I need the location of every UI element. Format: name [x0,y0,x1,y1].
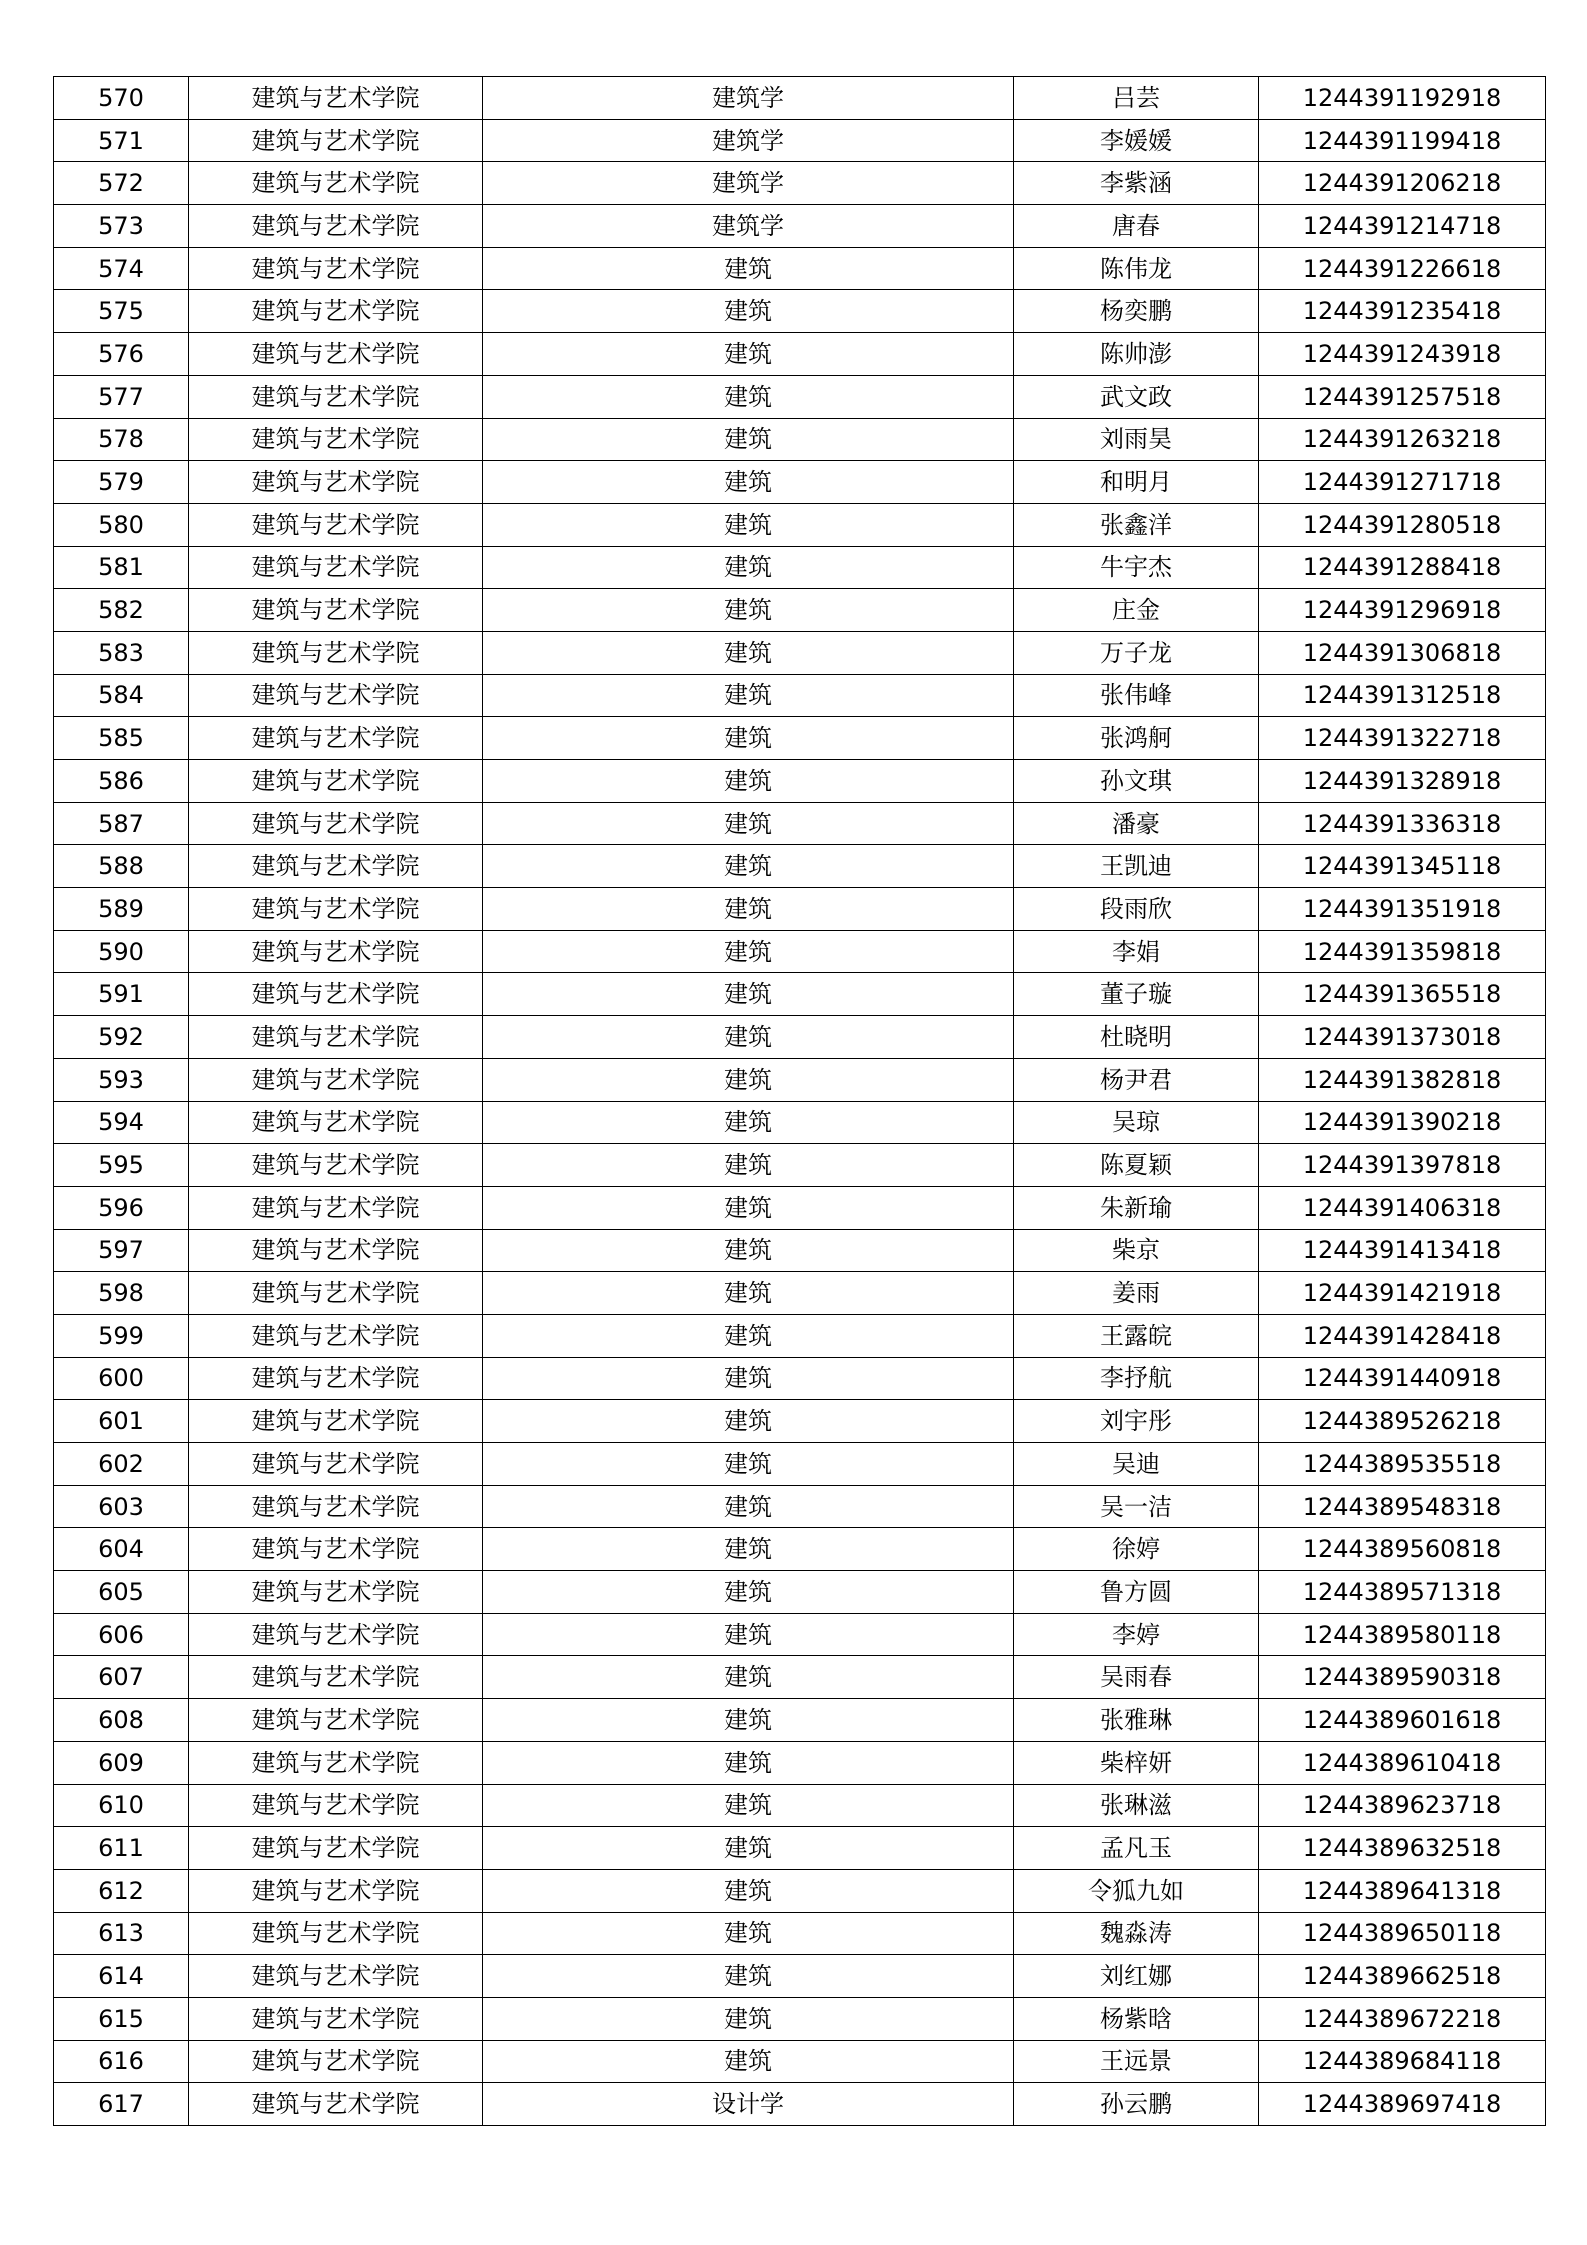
student-name: 吴琼 [1014,1101,1259,1144]
college: 建筑与艺术学院 [189,503,483,546]
college: 建筑与艺术学院 [189,2083,483,2126]
major: 建筑学 [483,119,1014,162]
student-name: 王露皖 [1014,1314,1259,1357]
table-row [54,1357,1546,1400]
row-number: 607 [54,1656,189,1699]
candidate-id: 1244391406318 [1259,1186,1546,1229]
student-name: 杨尹君 [1014,1058,1259,1101]
student-name: 吴迪 [1014,1443,1259,1486]
table-row [54,674,1546,717]
table-row [54,333,1546,376]
candidate-id: 1244391226618 [1259,247,1546,290]
student-name: 段雨欣 [1014,888,1259,931]
table-row [54,760,1546,803]
major: 建筑学 [483,162,1014,205]
table-row [54,1912,1546,1955]
major: 建筑 [483,546,1014,589]
row-number: 600 [54,1357,189,1400]
row-number: 611 [54,1827,189,1870]
major: 设计学 [483,2083,1014,2126]
college: 建筑与艺术学院 [189,674,483,717]
row-number: 592 [54,1016,189,1059]
major: 建筑 [483,1656,1014,1699]
table-row [54,1869,1546,1912]
table-row [54,1485,1546,1528]
row-number: 606 [54,1613,189,1656]
row-number: 602 [54,1443,189,1486]
college: 建筑与艺术学院 [189,1571,483,1614]
row-number: 582 [54,589,189,632]
candidate-id: 1244389535518 [1259,1443,1546,1486]
table-row [54,1314,1546,1357]
row-number: 589 [54,888,189,931]
major: 建筑 [483,1229,1014,1272]
table-row [54,205,1546,248]
college: 建筑与艺术学院 [189,1613,483,1656]
candidate-id: 1244389601618 [1259,1699,1546,1742]
student-name: 李媛媛 [1014,119,1259,162]
major: 建筑 [483,1699,1014,1742]
row-number: 605 [54,1571,189,1614]
candidate-id: 1244389623718 [1259,1784,1546,1827]
candidate-id: 1244389684118 [1259,2040,1546,2083]
row-number: 575 [54,290,189,333]
roster-sheet [53,76,1546,2126]
student-name: 李娟 [1014,930,1259,973]
row-number: 574 [54,247,189,290]
row-number: 570 [54,77,189,120]
college: 建筑与艺术学院 [189,1186,483,1229]
student-name: 张雅琳 [1014,1699,1259,1742]
row-number: 578 [54,418,189,461]
candidate-id: 1244391306818 [1259,631,1546,674]
candidate-id: 1244389610418 [1259,1741,1546,1784]
major: 建筑 [483,1314,1014,1357]
student-name: 张鑫洋 [1014,503,1259,546]
row-number: 593 [54,1058,189,1101]
major: 建筑 [483,1485,1014,1528]
student-name: 杨紫晗 [1014,1997,1259,2040]
candidate-id: 1244389526218 [1259,1400,1546,1443]
major: 建筑 [483,589,1014,632]
candidate-id: 1244389571318 [1259,1571,1546,1614]
student-name: 姜雨 [1014,1272,1259,1315]
major: 建筑 [483,674,1014,717]
college: 建筑与艺术学院 [189,1443,483,1486]
student-name: 潘豪 [1014,802,1259,845]
student-name: 孟凡玉 [1014,1827,1259,1870]
table-row [54,1229,1546,1272]
candidate-id: 1244389641318 [1259,1869,1546,1912]
major: 建筑 [483,461,1014,504]
college: 建筑与艺术学院 [189,1144,483,1187]
row-number: 616 [54,2040,189,2083]
table-row [54,119,1546,162]
college: 建筑与艺术学院 [189,1784,483,1827]
table-row [54,845,1546,888]
table-row [54,290,1546,333]
college: 建筑与艺术学院 [189,1912,483,1955]
college: 建筑与艺术学院 [189,589,483,632]
table-row [54,1528,1546,1571]
table-row [54,546,1546,589]
major: 建筑 [483,1571,1014,1614]
row-number: 617 [54,2083,189,2126]
row-number: 577 [54,375,189,418]
student-name: 李紫涵 [1014,162,1259,205]
student-name: 张鸿舸 [1014,717,1259,760]
candidate-id: 1244391199418 [1259,119,1546,162]
candidate-id: 1244391351918 [1259,888,1546,931]
row-number: 598 [54,1272,189,1315]
table-row [54,162,1546,205]
candidate-id: 1244391192918 [1259,77,1546,120]
student-name: 武文政 [1014,375,1259,418]
candidate-id: 1244391390218 [1259,1101,1546,1144]
college: 建筑与艺术学院 [189,546,483,589]
row-number: 601 [54,1400,189,1443]
student-name: 孙云鹏 [1014,2083,1259,2126]
college: 建筑与艺术学院 [189,631,483,674]
candidate-id: 1244391271718 [1259,461,1546,504]
major: 建筑 [483,247,1014,290]
major: 建筑学 [483,205,1014,248]
row-number: 604 [54,1528,189,1571]
candidate-id: 1244391322718 [1259,717,1546,760]
table-row [54,1571,1546,1614]
major: 建筑 [483,1955,1014,1998]
college: 建筑与艺术学院 [189,333,483,376]
candidate-id: 1244391312518 [1259,674,1546,717]
row-number: 610 [54,1784,189,1827]
table-row [54,77,1546,120]
major: 建筑 [483,1186,1014,1229]
table-row [54,1186,1546,1229]
candidate-id: 1244391413418 [1259,1229,1546,1272]
college: 建筑与艺术学院 [189,1485,483,1528]
student-name: 孙文琪 [1014,760,1259,803]
candidate-id: 1244391296918 [1259,589,1546,632]
candidate-id: 1244389548318 [1259,1485,1546,1528]
table-row [54,2040,1546,2083]
candidate-id: 1244391345118 [1259,845,1546,888]
major: 建筑 [483,973,1014,1016]
table-row [54,1741,1546,1784]
table-row [54,973,1546,1016]
table-row [54,1101,1546,1144]
college: 建筑与艺术学院 [189,760,483,803]
major: 建筑 [483,1528,1014,1571]
student-name: 徐婷 [1014,1528,1259,1571]
table-row [54,503,1546,546]
student-name: 李抒航 [1014,1357,1259,1400]
major: 建筑 [483,760,1014,803]
row-number: 573 [54,205,189,248]
table-row [54,589,1546,632]
major: 建筑 [483,1101,1014,1144]
row-number: 594 [54,1101,189,1144]
row-number: 609 [54,1741,189,1784]
student-name: 万子龙 [1014,631,1259,674]
student-name: 刘宇彤 [1014,1400,1259,1443]
candidate-id: 1244389650118 [1259,1912,1546,1955]
major: 建筑 [483,1144,1014,1187]
major: 建筑 [483,375,1014,418]
college: 建筑与艺术学院 [189,290,483,333]
table-row [54,1699,1546,1742]
major: 建筑 [483,1400,1014,1443]
table-row [54,1400,1546,1443]
table-row [54,2083,1546,2126]
major: 建筑 [483,503,1014,546]
candidate-id: 1244391428418 [1259,1314,1546,1357]
row-number: 585 [54,717,189,760]
table-row [54,1144,1546,1187]
college: 建筑与艺术学院 [189,461,483,504]
table-row [54,802,1546,845]
college: 建筑与艺术学院 [189,375,483,418]
student-name: 朱新瑜 [1014,1186,1259,1229]
college: 建筑与艺术学院 [189,802,483,845]
table-row [54,717,1546,760]
candidate-id: 1244391206218 [1259,162,1546,205]
table-row [54,461,1546,504]
student-name: 刘红娜 [1014,1955,1259,1998]
table-row [54,1016,1546,1059]
roster-table-body [54,77,1546,2126]
row-number: 614 [54,1955,189,1998]
row-number: 595 [54,1144,189,1187]
student-name: 王凯迪 [1014,845,1259,888]
student-name: 柴京 [1014,1229,1259,1272]
candidate-id: 1244389672218 [1259,1997,1546,2040]
college: 建筑与艺术学院 [189,1869,483,1912]
college: 建筑与艺术学院 [189,973,483,1016]
major: 建筑 [483,631,1014,674]
row-number: 597 [54,1229,189,1272]
row-number: 584 [54,674,189,717]
table-row [54,1613,1546,1656]
student-name: 唐春 [1014,205,1259,248]
college: 建筑与艺术学院 [189,930,483,973]
table-row [54,375,1546,418]
college: 建筑与艺术学院 [189,1827,483,1870]
college: 建筑与艺术学院 [189,717,483,760]
candidate-id: 1244391359818 [1259,930,1546,973]
candidate-id: 1244391328918 [1259,760,1546,803]
candidate-id: 1244391382818 [1259,1058,1546,1101]
college: 建筑与艺术学院 [189,1400,483,1443]
major: 建筑 [483,1272,1014,1315]
candidate-id: 1244391421918 [1259,1272,1546,1315]
row-number: 572 [54,162,189,205]
row-number: 588 [54,845,189,888]
major: 建筑 [483,845,1014,888]
row-number: 615 [54,1997,189,2040]
candidate-id: 1244391440918 [1259,1357,1546,1400]
row-number: 576 [54,333,189,376]
major: 建筑 [483,802,1014,845]
candidate-id: 1244391397818 [1259,1144,1546,1187]
student-name: 杜晓明 [1014,1016,1259,1059]
candidate-id: 1244391288418 [1259,546,1546,589]
table-row [54,247,1546,290]
candidate-id: 1244391336318 [1259,802,1546,845]
row-number: 590 [54,930,189,973]
student-name: 和明月 [1014,461,1259,504]
candidate-id: 1244389697418 [1259,2083,1546,2126]
student-name: 吴一洁 [1014,1485,1259,1528]
table-row [54,930,1546,973]
candidate-id: 1244391257518 [1259,375,1546,418]
student-name: 张琳滋 [1014,1784,1259,1827]
row-number: 579 [54,461,189,504]
row-number: 581 [54,546,189,589]
student-name: 陈帅澎 [1014,333,1259,376]
candidate-id: 1244391263218 [1259,418,1546,461]
major: 建筑 [483,333,1014,376]
college: 建筑与艺术学院 [189,205,483,248]
table-row [54,631,1546,674]
major: 建筑 [483,1613,1014,1656]
candidate-id: 1244391235418 [1259,290,1546,333]
student-name: 庄金 [1014,589,1259,632]
student-name: 魏淼涛 [1014,1912,1259,1955]
college: 建筑与艺术学院 [189,1229,483,1272]
student-name: 王远景 [1014,2040,1259,2083]
table-row [54,1955,1546,1998]
row-number: 608 [54,1699,189,1742]
college: 建筑与艺术学院 [189,1997,483,2040]
major: 建筑 [483,1997,1014,2040]
college: 建筑与艺术学院 [189,1955,483,1998]
candidate-id: 1244391214718 [1259,205,1546,248]
candidate-id: 1244389580118 [1259,1613,1546,1656]
major: 建筑 [483,717,1014,760]
major: 建筑 [483,2040,1014,2083]
candidate-id: 1244389560818 [1259,1528,1546,1571]
candidate-id: 1244391280518 [1259,503,1546,546]
major: 建筑 [483,1784,1014,1827]
candidate-id: 1244391243918 [1259,333,1546,376]
table-row [54,1443,1546,1486]
college: 建筑与艺术学院 [189,888,483,931]
college: 建筑与艺术学院 [189,1314,483,1357]
row-number: 613 [54,1912,189,1955]
major: 建筑 [483,1443,1014,1486]
college: 建筑与艺术学院 [189,418,483,461]
candidate-id: 1244391365518 [1259,973,1546,1016]
student-name: 令狐九如 [1014,1869,1259,1912]
student-name: 张伟峰 [1014,674,1259,717]
student-name: 牛宇杰 [1014,546,1259,589]
college: 建筑与艺术学院 [189,162,483,205]
row-number: 612 [54,1869,189,1912]
college: 建筑与艺术学院 [189,1058,483,1101]
table-row [54,1272,1546,1315]
table-row [54,1827,1546,1870]
candidate-id: 1244389590318 [1259,1656,1546,1699]
candidate-id: 1244389632518 [1259,1827,1546,1870]
student-name: 陈夏颖 [1014,1144,1259,1187]
row-number: 603 [54,1485,189,1528]
student-name: 鲁方圆 [1014,1571,1259,1614]
college: 建筑与艺术学院 [189,1357,483,1400]
student-name: 刘雨昊 [1014,418,1259,461]
table-row [54,1656,1546,1699]
candidate-id: 1244391373018 [1259,1016,1546,1059]
major: 建筑 [483,1827,1014,1870]
college: 建筑与艺术学院 [189,77,483,120]
table-row [54,418,1546,461]
major: 建筑 [483,1058,1014,1101]
table-row [54,1784,1546,1827]
major: 建筑 [483,888,1014,931]
student-name: 董子璇 [1014,973,1259,1016]
student-name: 杨奕鹏 [1014,290,1259,333]
table-row [54,1997,1546,2040]
college: 建筑与艺术学院 [189,1016,483,1059]
college: 建筑与艺术学院 [189,1272,483,1315]
table-row [54,1058,1546,1101]
student-roster-table [53,76,1546,2126]
college: 建筑与艺术学院 [189,119,483,162]
student-name: 柴梓妍 [1014,1741,1259,1784]
college: 建筑与艺术学院 [189,1528,483,1571]
college: 建筑与艺术学院 [189,247,483,290]
major: 建筑 [483,1869,1014,1912]
major: 建筑学 [483,77,1014,120]
college: 建筑与艺术学院 [189,1699,483,1742]
major: 建筑 [483,1741,1014,1784]
college: 建筑与艺术学院 [189,845,483,888]
candidate-id: 1244389662518 [1259,1955,1546,1998]
major: 建筑 [483,1912,1014,1955]
row-number: 587 [54,802,189,845]
major: 建筑 [483,418,1014,461]
major: 建筑 [483,930,1014,973]
student-name: 陈伟龙 [1014,247,1259,290]
student-name: 吴雨春 [1014,1656,1259,1699]
major: 建筑 [483,1357,1014,1400]
row-number: 591 [54,973,189,1016]
major: 建筑 [483,1016,1014,1059]
college: 建筑与艺术学院 [189,1656,483,1699]
row-number: 599 [54,1314,189,1357]
college: 建筑与艺术学院 [189,1741,483,1784]
major: 建筑 [483,290,1014,333]
row-number: 586 [54,760,189,803]
row-number: 583 [54,631,189,674]
row-number: 596 [54,1186,189,1229]
college: 建筑与艺术学院 [189,2040,483,2083]
student-name: 李婷 [1014,1613,1259,1656]
college: 建筑与艺术学院 [189,1101,483,1144]
row-number: 571 [54,119,189,162]
student-name: 吕芸 [1014,77,1259,120]
row-number: 580 [54,503,189,546]
table-row [54,888,1546,931]
